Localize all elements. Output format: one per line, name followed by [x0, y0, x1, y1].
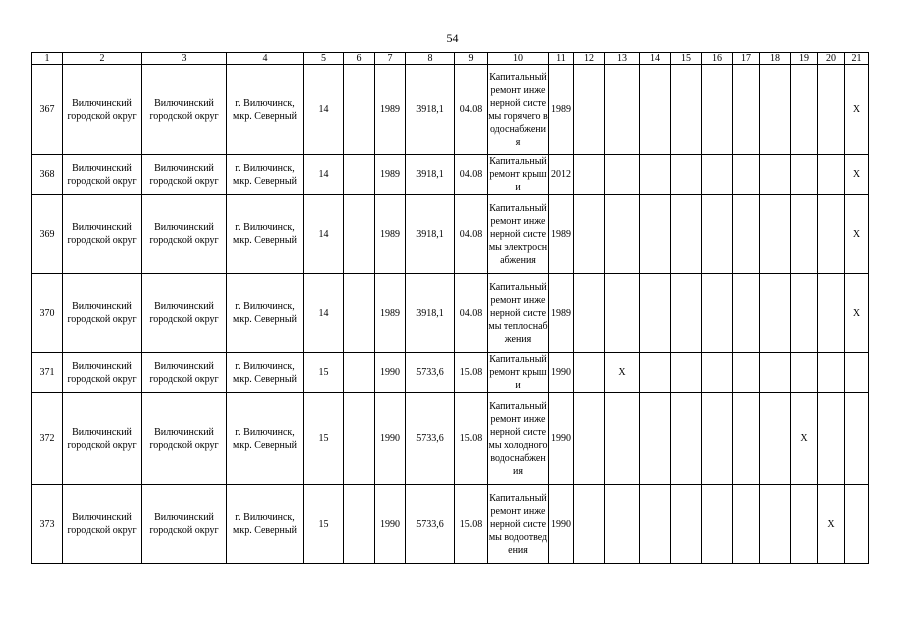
- mark-cell: [671, 353, 702, 393]
- mark-cell: [640, 155, 671, 195]
- mark-cell: [671, 65, 702, 155]
- column-header: 3: [142, 53, 227, 65]
- house-number-cell: 15: [304, 393, 344, 485]
- municipality-cell: Вилючинский городской округ: [63, 353, 142, 393]
- wear-cell: 04.08: [455, 274, 488, 353]
- column-header: 18: [760, 53, 791, 65]
- area-cell: 3918,1: [406, 155, 455, 195]
- mark-cell: [760, 195, 791, 274]
- mark-cell: [574, 393, 605, 485]
- mark-cell: [818, 155, 845, 195]
- mark-cell: [818, 195, 845, 274]
- mark-cell: [640, 274, 671, 353]
- mark-cell: X: [818, 485, 845, 564]
- mark-cell: [733, 353, 760, 393]
- work-type-cell: Капитальный ремонт инженерной системы электроснабжения: [488, 195, 549, 274]
- mark-cell: [671, 155, 702, 195]
- mark-cell: [818, 274, 845, 353]
- work-type-cell: Капитальный ремонт крыши: [489, 156, 547, 193]
- work-type-cell: Капитальный ремонт крыши: [489, 354, 547, 391]
- mark-cell: [818, 65, 845, 155]
- column-header: 15: [671, 53, 702, 65]
- year-built-cell: 1989: [375, 155, 406, 195]
- year-built-cell: 1990: [375, 485, 406, 564]
- address-cell: г. Вилючинск, мкр. Северный: [227, 65, 304, 155]
- row-number-cell: 368: [32, 155, 63, 195]
- mark-cell: [702, 393, 733, 485]
- area-cell: 5733,6: [406, 393, 455, 485]
- year-built-cell: 1989: [375, 274, 406, 353]
- house-number-cell: 14: [304, 274, 344, 353]
- year-built-cell: 1989: [375, 65, 406, 155]
- mark-cell: [733, 274, 760, 353]
- mark-cell: [760, 485, 791, 564]
- district-cell: Вилючинский городской округ: [142, 393, 227, 485]
- mark-cell: [733, 393, 760, 485]
- mark-cell: [791, 195, 818, 274]
- mark-cell: [733, 65, 760, 155]
- column-header: 16: [702, 53, 733, 65]
- year-cell: 1990: [549, 485, 574, 564]
- work-type-cell: Капитальный ремонт инженерной системы горячего водоснабжения: [488, 65, 549, 155]
- column-header: 12: [574, 53, 605, 65]
- mark-cell: [733, 485, 760, 564]
- column-header: 7: [375, 53, 406, 65]
- mark-cell: [791, 485, 818, 564]
- mark-cell: [733, 195, 760, 274]
- mark-cell: [640, 65, 671, 155]
- address-cell: г. Вилючинск, мкр. Северный: [227, 274, 304, 353]
- column-header: 1: [32, 53, 63, 65]
- cell-col6: [344, 353, 375, 393]
- mark-cell: [605, 155, 640, 195]
- district-cell: Вилючинский городской округ: [142, 65, 227, 155]
- year-cell: 1990: [549, 353, 574, 393]
- column-header: 10: [488, 53, 549, 65]
- year-cell: 1989: [549, 65, 574, 155]
- wear-cell: 15.08: [455, 393, 488, 485]
- year-cell: 2012: [549, 155, 574, 195]
- row-number-cell: 369: [32, 195, 63, 274]
- column-header: 14: [640, 53, 671, 65]
- mark-cell: [702, 485, 733, 564]
- area-cell: 5733,6: [406, 485, 455, 564]
- mark-cell: [760, 155, 791, 195]
- mark-cell: [845, 485, 869, 564]
- cell-col6: [344, 274, 375, 353]
- municipality-cell: Вилючинский городской округ: [63, 65, 142, 155]
- column-header: 21: [845, 53, 869, 65]
- cell-col6: [344, 485, 375, 564]
- mark-cell: [574, 274, 605, 353]
- address-cell: г. Вилючинск, мкр. Северный: [227, 195, 304, 274]
- table-row: [32, 155, 869, 195]
- mark-cell: [671, 195, 702, 274]
- row-number-cell: 370: [32, 274, 63, 353]
- mark-cell: [702, 155, 733, 195]
- column-number-header-row: [32, 53, 869, 65]
- column-header: 11: [549, 53, 574, 65]
- house-number-cell: 15: [304, 485, 344, 564]
- table-row: [32, 393, 869, 485]
- table-row: [32, 65, 869, 155]
- wear-cell: 04.08: [455, 155, 488, 195]
- wear-cell: 04.08: [455, 195, 488, 274]
- column-header: 19: [791, 53, 818, 65]
- cell-col6: [344, 155, 375, 195]
- column-header: 9: [455, 53, 488, 65]
- municipality-cell: Вилючинский городской округ: [63, 274, 142, 353]
- mark-cell: [574, 65, 605, 155]
- municipality-cell: Вилючинский городской округ: [63, 195, 142, 274]
- mark-cell: [640, 393, 671, 485]
- mark-cell: [845, 393, 869, 485]
- row-number-cell: 373: [32, 485, 63, 564]
- house-number-cell: 14: [304, 65, 344, 155]
- mark-cell: [702, 65, 733, 155]
- mark-cell: [760, 393, 791, 485]
- mark-cell: X: [845, 195, 869, 274]
- mark-cell: [760, 353, 791, 393]
- area-cell: 5733,6: [406, 353, 455, 393]
- column-header: 2: [63, 53, 142, 65]
- area-cell: 3918,1: [406, 65, 455, 155]
- mark-cell: [671, 485, 702, 564]
- mark-cell: X: [845, 274, 869, 353]
- work-type-cell: Капитальный ремонт инженерной системы теплоснабжения: [488, 274, 549, 353]
- district-cell: Вилючинский городской округ: [142, 274, 227, 353]
- register-table: [31, 52, 869, 564]
- year-cell: 1989: [549, 274, 574, 353]
- mark-cell: [702, 353, 733, 393]
- address-cell: г. Вилючинск, мкр. Северный: [227, 155, 304, 195]
- mark-cell: [671, 274, 702, 353]
- column-header: 17: [733, 53, 760, 65]
- mark-cell: [605, 195, 640, 274]
- cell-col6: [344, 393, 375, 485]
- year-cell: 1990: [549, 393, 574, 485]
- mark-cell: X: [845, 65, 869, 155]
- table-row: [32, 485, 869, 564]
- table-row: [32, 274, 869, 353]
- year-built-cell: 1989: [375, 195, 406, 274]
- house-number-cell: 14: [304, 155, 344, 195]
- mark-cell: [574, 485, 605, 564]
- house-number-cell: 15: [304, 353, 344, 393]
- column-header: 6: [344, 53, 375, 65]
- district-cell: Вилючинский городской округ: [142, 485, 227, 564]
- mark-cell: [574, 353, 605, 393]
- address-cell: г. Вилючинск, мкр. Северный: [227, 393, 304, 485]
- mark-cell: [791, 65, 818, 155]
- mark-cell: X: [845, 155, 869, 195]
- area-cell: 3918,1: [406, 274, 455, 353]
- mark-cell: [574, 155, 605, 195]
- work-type-cell: Капитальный ремонт инженерной системы водоотведения: [488, 485, 549, 564]
- column-header: 20: [818, 53, 845, 65]
- mark-cell: [640, 353, 671, 393]
- row-number-cell: 372: [32, 393, 63, 485]
- cell-col6: [344, 65, 375, 155]
- wear-cell: 15.08: [455, 485, 488, 564]
- row-number-cell: 367: [32, 65, 63, 155]
- address-cell: г. Вилючинск, мкр. Северный: [227, 485, 304, 564]
- mark-cell: [640, 485, 671, 564]
- mark-cell: [702, 195, 733, 274]
- column-header: 13: [605, 53, 640, 65]
- wear-cell: 04.08: [455, 65, 488, 155]
- area-cell: 3918,1: [406, 195, 455, 274]
- year-built-cell: 1990: [375, 353, 406, 393]
- municipality-cell: Вилючинский городской округ: [63, 155, 142, 195]
- municipality-cell: Вилючинский городской округ: [63, 485, 142, 564]
- row-number-cell: 371: [32, 353, 63, 393]
- mark-cell: [671, 393, 702, 485]
- municipality-cell: Вилючинский городской округ: [63, 393, 142, 485]
- column-header: 5: [304, 53, 344, 65]
- mark-cell: [791, 155, 818, 195]
- house-number-cell: 14: [304, 195, 344, 274]
- mark-cell: [702, 274, 733, 353]
- mark-cell: [791, 274, 818, 353]
- mark-cell: [605, 393, 640, 485]
- mark-cell: X: [791, 393, 818, 485]
- mark-cell: [845, 353, 869, 393]
- address-cell: г. Вилючинск, мкр. Северный: [227, 353, 304, 393]
- year-cell: 1989: [549, 195, 574, 274]
- wear-cell: 15.08: [455, 353, 488, 393]
- mark-cell: [605, 274, 640, 353]
- cell-col6: [344, 195, 375, 274]
- table-row: [32, 353, 869, 393]
- mark-cell: [791, 353, 818, 393]
- table-row: [32, 195, 869, 274]
- mark-cell: [640, 195, 671, 274]
- district-cell: Вилючинский городской округ: [142, 195, 227, 274]
- district-cell: Вилючинский городской округ: [142, 353, 227, 393]
- mark-cell: [605, 65, 640, 155]
- district-cell: Вилючинский городской округ: [142, 155, 227, 195]
- mark-cell: [760, 65, 791, 155]
- mark-cell: [818, 393, 845, 485]
- column-header: 8: [406, 53, 455, 65]
- work-type-cell: Капитальный ремонт инженерной системы холодного водоснабжения: [488, 393, 549, 485]
- page-number: 54: [446, 31, 459, 45]
- column-header: 4: [227, 53, 304, 65]
- year-built-cell: 1990: [375, 393, 406, 485]
- mark-cell: [733, 155, 760, 195]
- mark-cell: [818, 353, 845, 393]
- mark-cell: [574, 195, 605, 274]
- mark-cell: [605, 485, 640, 564]
- mark-cell: X: [605, 353, 640, 393]
- mark-cell: [760, 274, 791, 353]
